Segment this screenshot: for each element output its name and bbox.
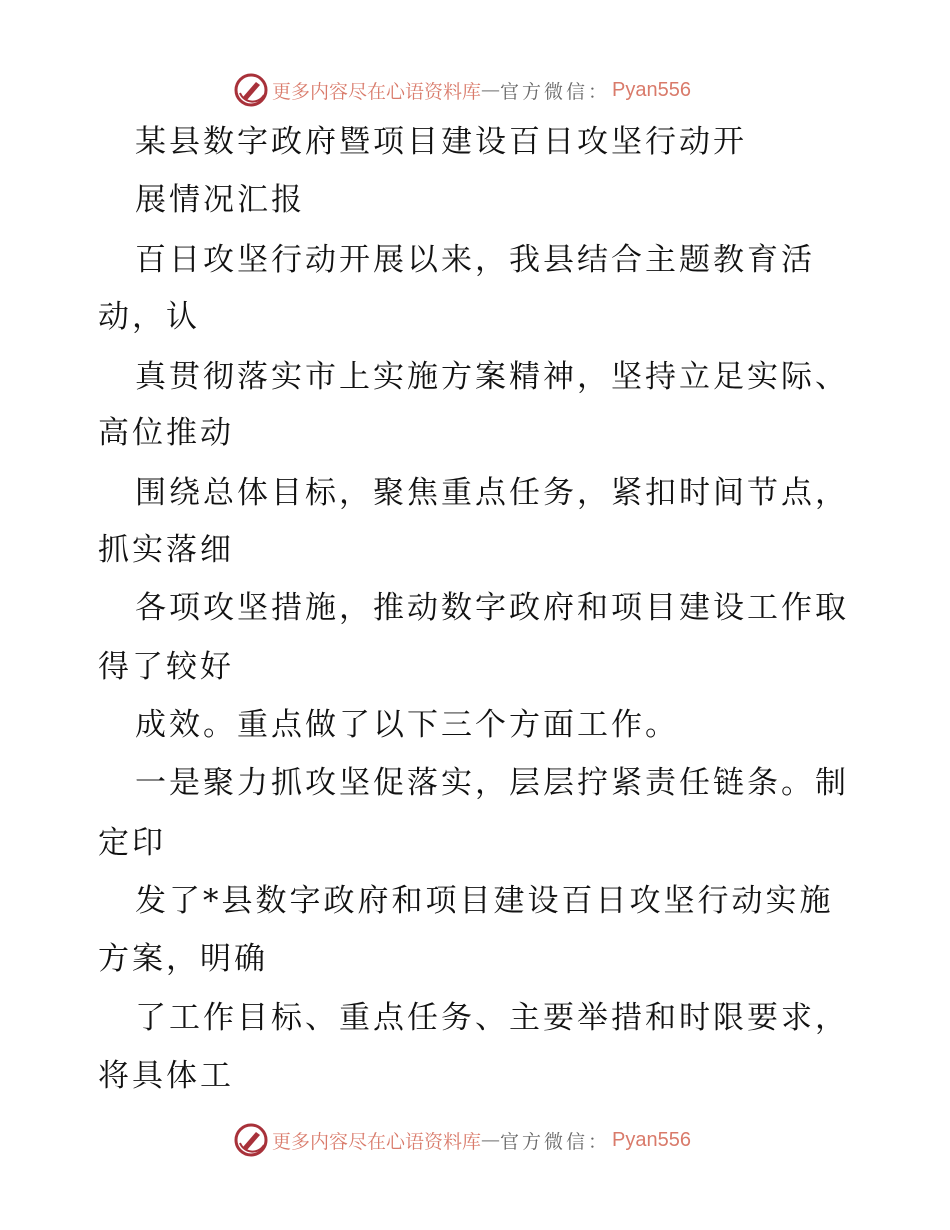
pen-logo-icon [234, 73, 268, 107]
watermark-account-id: Pyan556 [612, 78, 691, 101]
paragraph-line: 各项攻坚措施，推动数字政府和项目建设工作取 [135, 590, 849, 626]
paragraph-line: 方案，明确 [98, 941, 268, 977]
pen-logo-icon [234, 1123, 268, 1157]
paragraph-line: 抓实落细 [98, 532, 234, 568]
header-watermark [234, 70, 714, 110]
watermark-wechat-label: 官方微信： [500, 1130, 611, 1153]
paragraph-line: 一是聚力抓攻坚促落实，层层拧紧责任链条。制 [135, 765, 849, 801]
paragraph-line: 围绕总体目标，聚焦重点任务，紧扣时间节点， [135, 475, 849, 511]
paragraph-line: 了工作目标、重点任务、主要举措和时限要求， [135, 1000, 849, 1036]
watermark-wechat-label: 官方微信： [500, 80, 611, 103]
watermark-dash: — [481, 1129, 501, 1151]
watermark-dash: — [481, 79, 501, 101]
paragraph-line: 发了*县数字政府和项目建设百日攻坚行动实施 [135, 883, 834, 919]
document-title-line-1: 某县数字政府暨项目建设百日攻坚行动开 [135, 124, 747, 160]
paragraph-line: 将具体工 [98, 1058, 234, 1094]
paragraph-line: 高位推动 [98, 415, 234, 451]
watermark-site-name: 更多内容尽在心语资料库 [272, 80, 482, 103]
footer-watermark [234, 1120, 714, 1160]
paragraph-line: 成效。重点做了以下三个方面工作。 [135, 707, 679, 743]
paragraph-line: 百日攻坚行动开展以来，我县结合主题教育活 [135, 242, 815, 278]
document-title-line-2: 展情况汇报 [135, 182, 305, 218]
paragraph-line: 得了较好 [98, 649, 234, 685]
watermark-account-id: Pyan556 [612, 1128, 691, 1151]
paragraph-line: 真贯彻落实市上实施方案精神，坚持立足实际、 [135, 359, 849, 395]
watermark-site-name: 更多内容尽在心语资料库 [272, 1130, 482, 1153]
paragraph-line: 定印 [98, 825, 166, 861]
paragraph-line: 动，认 [98, 299, 200, 335]
